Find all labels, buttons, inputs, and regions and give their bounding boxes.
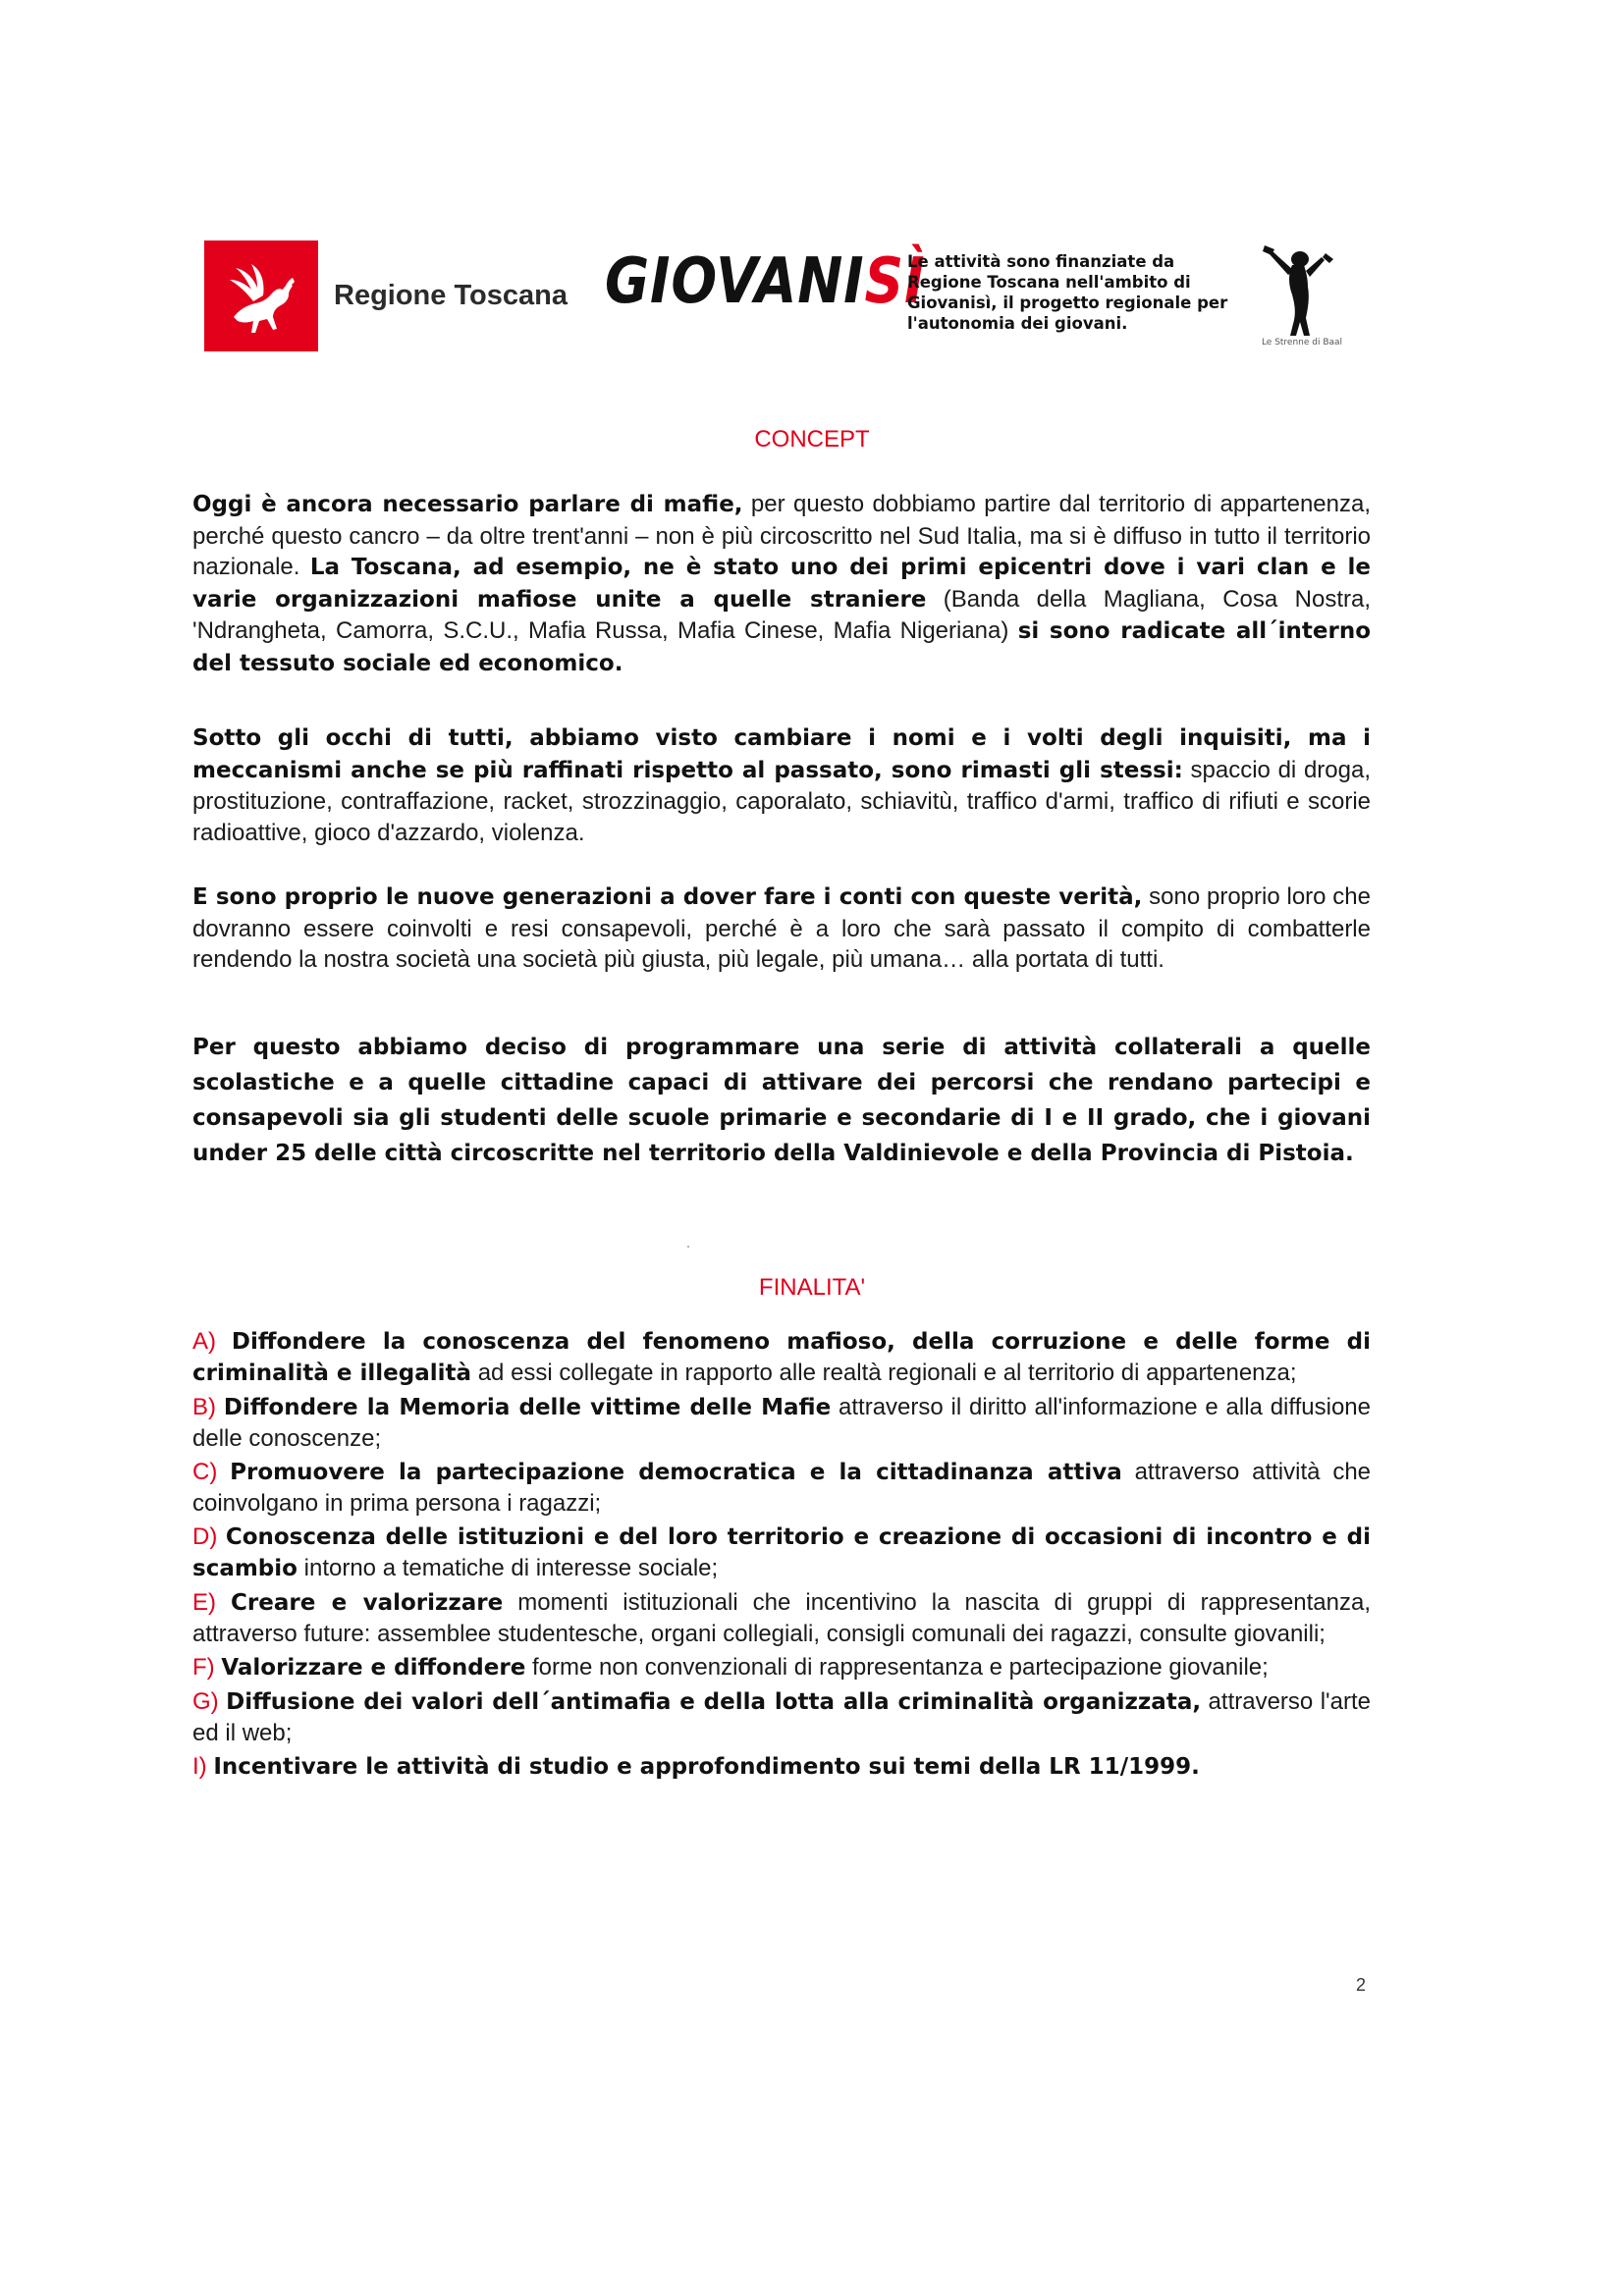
giovanisi-logo-accent: SÌ: [864, 245, 926, 318]
stray-dot: [687, 1246, 689, 1248]
item-letter: C): [192, 1459, 218, 1485]
item-bold-text: Diffondere la conoscenza del fenomeno mafioso, della corruzione e delle forme di criminalità e illegalità: [192, 1329, 1371, 1386]
item-text: ad essi collegate in rapporto alle realtà regionali e al territorio di appartenenza;: [471, 1360, 1297, 1386]
dancer-icon: [1239, 238, 1357, 341]
list-item: [192, 1392, 1371, 1454]
list-item: [192, 1751, 1371, 1783]
finalita-list: [192, 1326, 1371, 1786]
text-run: E sono proprio le nuove generazioni a dover fare i conti con queste verità,: [192, 884, 1143, 910]
text-run: La Toscana, ad esempio, ne è stato uno dei primi epicentri dove i vari clan e le varie organizzazioni mafiose unite a quelle straniere: [192, 555, 1371, 613]
text-run: (Banda della Magliana, Cosa Nostra, 'Ndrangheta, Camorra, S.C.U., Mafia Russa, Mafia Cinese, Mafia Nigeriana): [192, 585, 1371, 644]
concept-paragraph-1: [192, 489, 1371, 679]
item-text: attraverso il diritto all'informazione e alla diffusione delle conoscenze;: [192, 1394, 1372, 1452]
list-item: [192, 1686, 1371, 1748]
list-item: [192, 1587, 1371, 1649]
le-strenne-di-baal-logo: [1239, 238, 1357, 350]
item-bold-text: Creare e valorizzare: [231, 1590, 504, 1616]
concept-paragraph-4: Per questo abbiamo deciso di programmare una serie di attività collaterali a quelle scolastiche e a quelle cittadine capaci di attivare dei percorsi che rendano partecipi e consapevoli sia gli studenti delle scuole primarie e secondarie di I e II grado, che i giovani under 25 delle città circoscritte nel territorio della Valdinievole e della Provincia di Pistoia.: [192, 1035, 1371, 1166]
item-letter: D): [192, 1523, 218, 1550]
item-text: attraverso attività che coinvolgano in prima persona i ragazzi;: [192, 1459, 1372, 1517]
page-number: 2: [1356, 1975, 1367, 1995]
item-bold-text: Conoscenza delle istituzioni e del loro territorio e creazione di occasioni di incontro e di scambio: [192, 1524, 1371, 1581]
list-item: [192, 1522, 1371, 1584]
text-run: Sotto gli occhi di tutti, abbiamo visto cambiare i nomi e i volti degli inquisiti, ma i meccanismi anche se più raffinati rispetto al passato, sono rimasti gli stessi:: [192, 725, 1371, 783]
baal-caption: Le Strenne di Baal: [1261, 338, 1343, 347]
item-letter: E): [192, 1589, 216, 1616]
concept-title: CONCEPT: [754, 426, 870, 453]
page-header: [0, 0, 1624, 373]
item-text: attraverso l'arte ed il web;: [192, 1688, 1371, 1746]
item-bold-text: Promuovere la partecipazione democratica e la cittadinanza attiva: [230, 1460, 1122, 1485]
item-letter: I): [192, 1753, 207, 1780]
item-bold-text: Diffondere la Memoria delle vittime delle Mafie: [223, 1395, 832, 1420]
item-bold-text: Valorizzare e diffondere: [221, 1655, 526, 1681]
finalita-title: FINALITA': [758, 1274, 866, 1301]
regione-toscana-logo: [204, 240, 318, 351]
text-run: sono proprio loro che dovranno essere coinvolti e resi consapevoli, perché è a loro che sarà passato il compito di combatterle rendendo la nostra società una società più giusta, più legale, più umana… alla portata di tutti.: [192, 883, 1371, 973]
regione-toscana-name: Regione Toscana: [334, 280, 568, 311]
list-item: [192, 1457, 1371, 1519]
item-text: intorno a tematiche di interesse sociale;: [297, 1555, 719, 1581]
text-run: Oggi è ancora necessario parlare di mafie,: [192, 492, 743, 517]
item-bold-text: Incentivare le attività di studio e approfondimento sui temi della LR 11/1999.: [213, 1754, 1200, 1780]
item-bold-text: Diffusione dei valori dell´antimafia e della lotta alla criminalità organizzata,: [226, 1689, 1202, 1715]
text-run: si sono radicate all´interno del tessuto sociale ed economico.: [192, 618, 1371, 676]
item-letter: F): [192, 1654, 215, 1681]
list-item: [192, 1652, 1371, 1683]
concept-paragraph-3: [192, 881, 1371, 976]
funding-note: Le attività sono finanziate da Regione Toscana nell'ambito di Giovanisì, il progetto regionale per l'autonomia dei giovani.: [907, 252, 1228, 333]
pegasus-icon: [204, 240, 318, 351]
item-letter: G): [192, 1688, 219, 1715]
item-text: forme non convenzionali di rappresentanza e partecipazione giovanile;: [525, 1654, 1269, 1681]
concept-paragraph-2: [192, 722, 1371, 848]
text-run: spaccio di droga, prostituzione, contraffazione, racket, strozzinaggio, caporalato, schiavitù, traffico d'armi, traffico di rifiuti e scorie radioattive, gioco d'azzardo, violenza.: [192, 756, 1372, 846]
giovanisi-logo: [605, 245, 925, 318]
giovanisi-logo-main: GIOVANI: [605, 245, 865, 318]
item-letter: B): [192, 1394, 216, 1420]
text-run: per questo dobbiamo partire dal territorio di appartenenza, perché questo cancro – da oltre trent'anni – non è più circoscritto nel Sud Italia, ma si è diffuso in tutto il territorio nazionale.: [192, 491, 1371, 580]
item-text: momenti istituzionali che incentivino la nascita di gruppi di rappresentanza, attraverso future: assemblee studentesche, organi collegiali, consigli comunali dei ragazzi, consulte giovanili;: [192, 1589, 1372, 1647]
item-letter: A): [192, 1328, 216, 1355]
list-item: [192, 1326, 1371, 1389]
